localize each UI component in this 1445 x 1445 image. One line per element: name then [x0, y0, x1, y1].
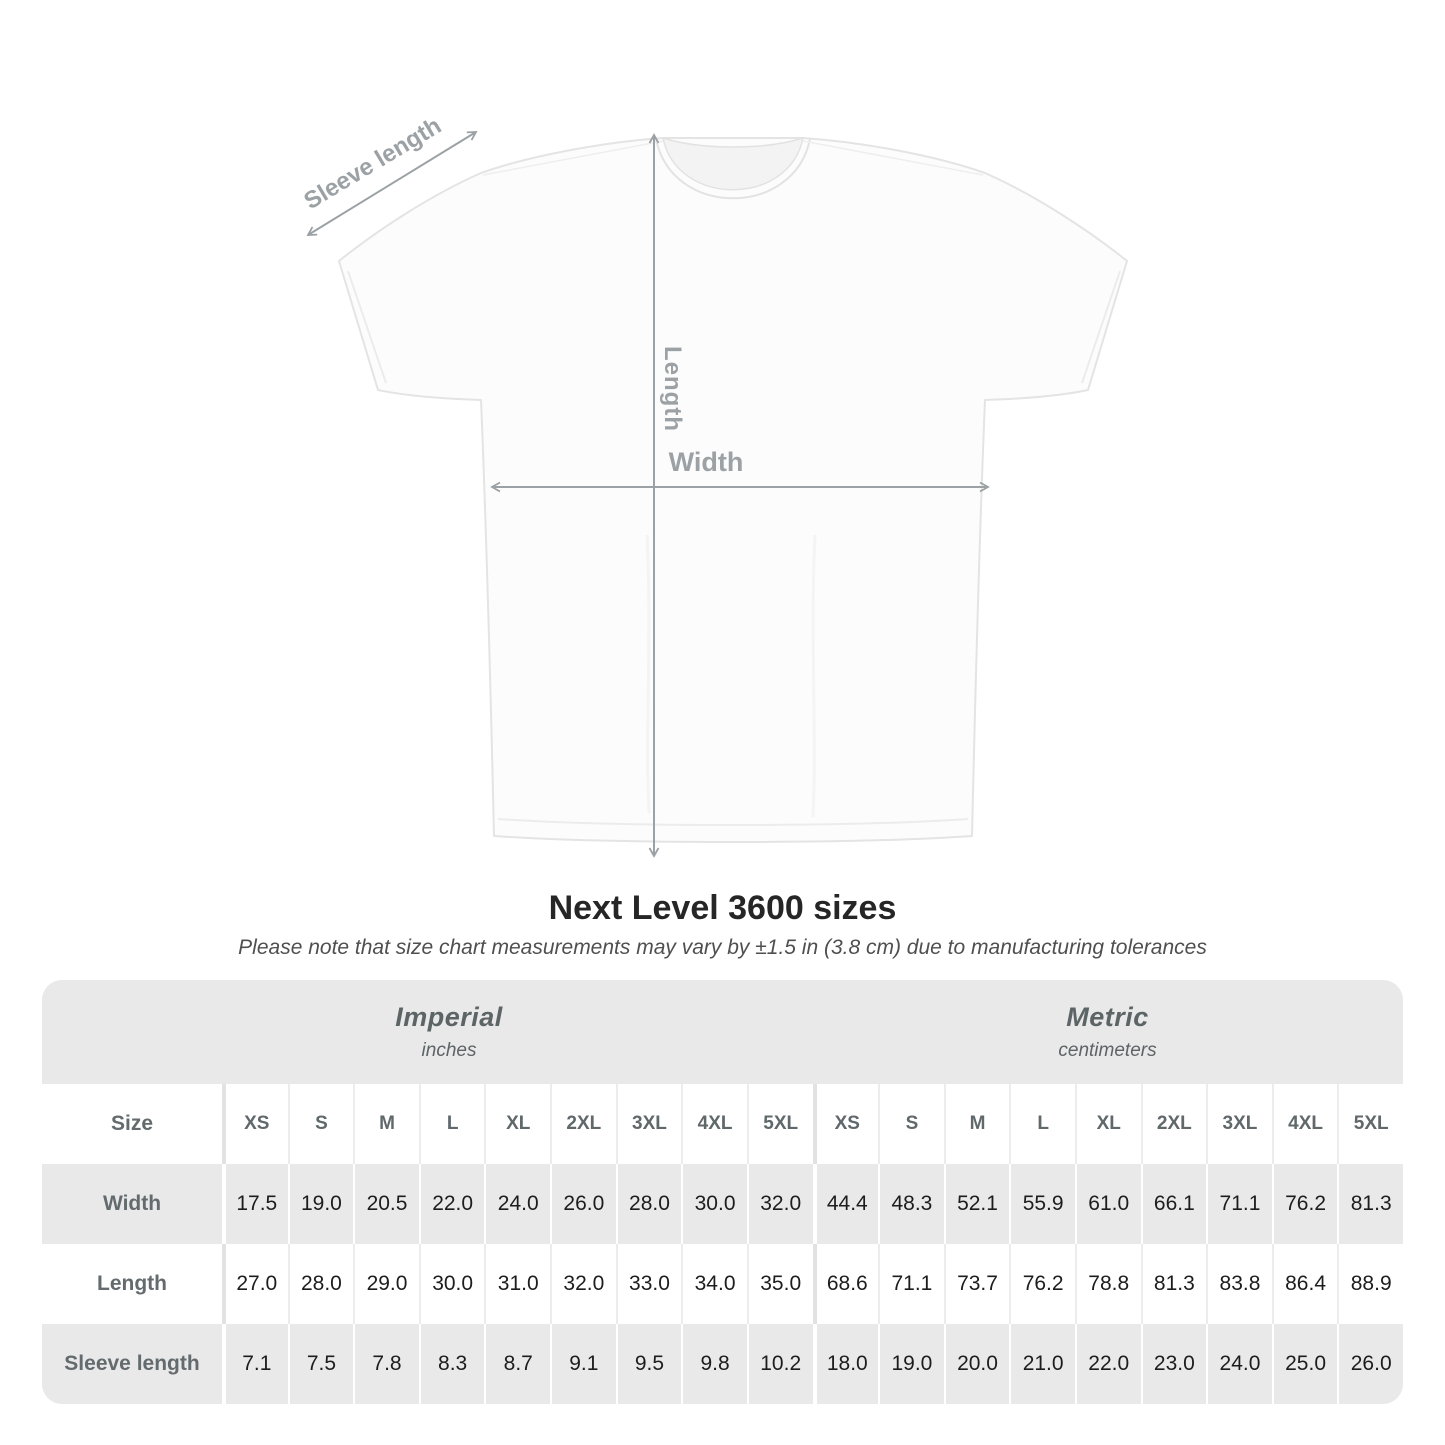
- sleeve-length-row: [42, 1324, 1403, 1404]
- imperial-cell: 34.0: [681, 1244, 747, 1324]
- width-row: [42, 1164, 1403, 1244]
- unit-group-header: [42, 980, 1403, 1084]
- imperial-cell: 9.5: [616, 1324, 682, 1404]
- imperial-group-header: [42, 980, 812, 1084]
- imperial-cell: 7.8: [353, 1324, 419, 1404]
- metric-cell: S: [878, 1084, 944, 1164]
- imperial-cell: 27.0: [222, 1244, 288, 1324]
- imperial-cell: 32.0: [747, 1164, 813, 1244]
- metric-cell: XL: [1075, 1084, 1141, 1164]
- imperial-cell: XL: [484, 1084, 550, 1164]
- imperial-cell: 29.0: [353, 1244, 419, 1324]
- imperial-cell: 17.5: [222, 1164, 288, 1244]
- imperial-cell: 28.0: [288, 1244, 354, 1324]
- size-header-row: [42, 1084, 1403, 1164]
- metric-cell: 48.3: [878, 1164, 944, 1244]
- metric-group-header: [812, 980, 1403, 1084]
- imperial-cell: S: [288, 1084, 354, 1164]
- imperial-cell: 9.1: [550, 1324, 616, 1404]
- metric-cell: 86.4: [1272, 1244, 1338, 1324]
- page-title: Next Level 3600 sizes: [548, 889, 897, 927]
- tshirt-diagram: [295, 105, 1135, 875]
- imperial-cell: 4XL: [681, 1084, 747, 1164]
- metric-cell: 5XL: [1337, 1084, 1403, 1164]
- imperial-cell: 28.0: [616, 1164, 682, 1244]
- metric-cell: 73.7: [944, 1244, 1010, 1324]
- size-table: [42, 980, 1403, 1404]
- metric-cell: 71.1: [1206, 1164, 1272, 1244]
- metric-cell: 18.0: [813, 1324, 879, 1404]
- imperial-cell: 10.2: [747, 1324, 813, 1404]
- imperial-cell: 35.0: [747, 1244, 813, 1324]
- imperial-cell: 22.0: [419, 1164, 485, 1244]
- metric-cell: XS: [813, 1084, 879, 1164]
- metric-cell: 21.0: [1009, 1324, 1075, 1404]
- imperial-cell: 30.0: [681, 1164, 747, 1244]
- metric-cell: 20.0: [944, 1324, 1010, 1404]
- metric-cell: 76.2: [1272, 1164, 1338, 1244]
- imperial-cell: L: [419, 1084, 485, 1164]
- imperial-cell: 30.0: [419, 1244, 485, 1324]
- imperial-cell: 2XL: [550, 1084, 616, 1164]
- metric-cell: 68.6: [813, 1244, 879, 1324]
- metric-cell: 4XL: [1272, 1084, 1338, 1164]
- metric-group-unit: centimeters: [1058, 1040, 1157, 1061]
- row-label: Length: [97, 1272, 167, 1295]
- imperial-cell: 24.0: [484, 1164, 550, 1244]
- metric-cell: 88.9: [1337, 1244, 1403, 1324]
- metric-cell: 25.0: [1272, 1324, 1338, 1404]
- imperial-group-unit: inches: [421, 1040, 477, 1061]
- imperial-group-title: Imperial: [395, 1002, 503, 1032]
- metric-cell: 78.8: [1075, 1244, 1141, 1324]
- imperial-cell: 19.0: [288, 1164, 354, 1244]
- metric-cell: 23.0: [1141, 1324, 1207, 1404]
- metric-cell: 22.0: [1075, 1324, 1141, 1404]
- metric-cell: 81.3: [1337, 1164, 1403, 1244]
- metric-cell: M: [944, 1084, 1010, 1164]
- metric-cell: 76.2: [1009, 1244, 1075, 1324]
- imperial-cell: 33.0: [616, 1244, 682, 1324]
- imperial-cell: M: [353, 1084, 419, 1164]
- imperial-cell: 9.8: [681, 1324, 747, 1404]
- metric-group-title: Metric: [1066, 1002, 1149, 1032]
- imperial-cell: 5XL: [747, 1084, 813, 1164]
- row-label: Width: [102, 1192, 162, 1215]
- imperial-cell: 8.7: [484, 1324, 550, 1404]
- metric-cell: 55.9: [1009, 1164, 1075, 1244]
- length-label: Length: [659, 346, 686, 432]
- imperial-cell: 31.0: [484, 1244, 550, 1324]
- metric-cell: 3XL: [1206, 1084, 1272, 1164]
- metric-cell: 44.4: [813, 1164, 879, 1244]
- metric-cell: 52.1: [944, 1164, 1010, 1244]
- imperial-cell: 20.5: [353, 1164, 419, 1244]
- imperial-cell: 32.0: [550, 1244, 616, 1324]
- metric-cell: 26.0: [1337, 1324, 1403, 1404]
- metric-cell: 61.0: [1075, 1164, 1141, 1244]
- tolerance-note: Please note that size chart measurements may vary by ±1.5 in (3.8 cm) due to manufacturing tolerances: [238, 936, 1207, 959]
- imperial-cell: 7.1: [222, 1324, 288, 1404]
- sleeve-length-label: Sleeve length: [299, 112, 447, 215]
- tshirt-image: [339, 138, 1127, 842]
- imperial-cell: 3XL: [616, 1084, 682, 1164]
- metric-cell: 71.1: [878, 1244, 944, 1324]
- width-label: Width: [668, 447, 744, 477]
- metric-cell: 2XL: [1141, 1084, 1207, 1164]
- metric-cell: 19.0: [878, 1324, 944, 1404]
- imperial-cell: 8.3: [419, 1324, 485, 1404]
- row-label: Sleeve length: [64, 1352, 200, 1375]
- row-label: Size: [110, 1112, 154, 1135]
- length-row: [42, 1244, 1403, 1324]
- metric-cell: 66.1: [1141, 1164, 1207, 1244]
- imperial-cell: 7.5: [288, 1324, 354, 1404]
- metric-cell: 81.3: [1141, 1244, 1207, 1324]
- metric-cell: L: [1009, 1084, 1075, 1164]
- metric-cell: 83.8: [1206, 1244, 1272, 1324]
- imperial-cell: XS: [222, 1084, 288, 1164]
- imperial-cell: 26.0: [550, 1164, 616, 1244]
- metric-cell: 24.0: [1206, 1324, 1272, 1404]
